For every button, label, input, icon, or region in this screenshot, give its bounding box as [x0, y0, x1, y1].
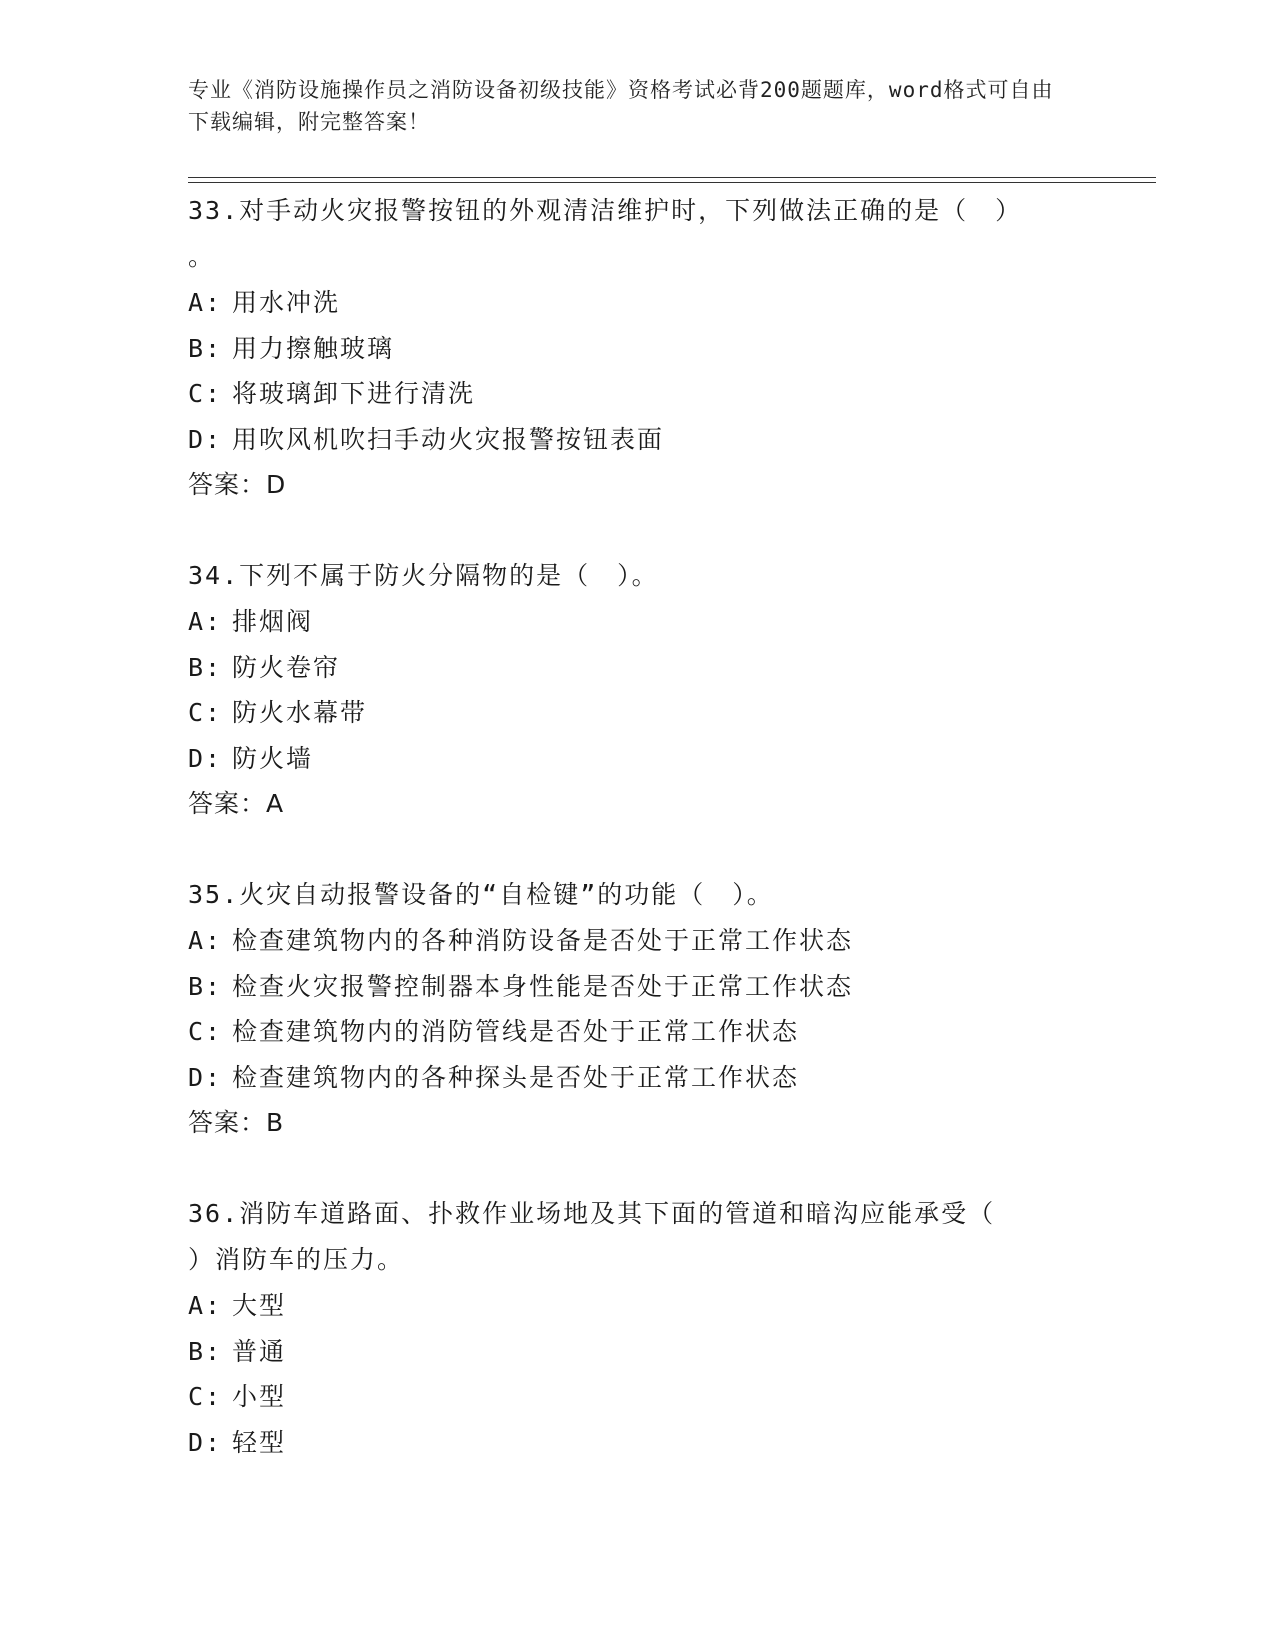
option-b [188, 964, 1088, 1010]
option-letter: C: [188, 698, 223, 727]
option-text: 检查建筑物内的消防管线是否处于正常工作状态 [232, 1017, 800, 1046]
question-35 [188, 872, 1088, 1146]
question-stem: 35.火灾自动报警设备的“自检键”的功能（ ）。 [188, 880, 774, 909]
question-stem: 34.下列不属于防火分隔物的是（ ）。 [188, 561, 659, 590]
question-stem: 33.对手动火灾报警按钮的外观清洁维护时，下列做法正确的是（ ） [188, 196, 1023, 225]
option-b [188, 645, 1088, 691]
option-text: 用力擦触玻璃 [232, 333, 395, 363]
option-d [188, 736, 1088, 782]
spacer [188, 827, 1088, 872]
question-34 [188, 553, 1088, 827]
option-text: 小型 [232, 1382, 287, 1411]
option-c [188, 1009, 1088, 1055]
option-text: 检查建筑物内的各种消防设备是否处于正常工作状态 [232, 926, 854, 955]
option-letter: D: [188, 743, 223, 773]
option-letter: A: [188, 1291, 223, 1320]
option-b [188, 326, 1088, 372]
header-text: 专业《消防设施操作员之消防设备初级技能》资格考试必背200题题库，word格式可自由下载编辑，附完整答案！ [188, 78, 1054, 134]
option-d [188, 1055, 1088, 1101]
option-letter: B: [188, 1336, 223, 1366]
header-divider-top [188, 177, 1156, 178]
option-c [188, 371, 1088, 417]
option-text: 检查建筑物内的各种探头是否处于正常工作状态 [232, 1062, 800, 1092]
option-c [188, 1374, 1088, 1420]
option-a [188, 599, 1088, 645]
option-a [188, 918, 1088, 964]
option-text: 用吹风机吹扫手动火灾报警按钮表面 [232, 424, 665, 454]
header-divider-bottom [188, 182, 1156, 183]
option-text: 排烟阀 [232, 607, 314, 636]
option-letter: D: [188, 1427, 223, 1457]
document-header [188, 74, 1068, 138]
option-letter: A: [188, 288, 223, 317]
option-text: 大型 [232, 1291, 287, 1320]
question-33 [188, 188, 1088, 508]
option-d [188, 417, 1088, 463]
option-b [188, 1329, 1088, 1375]
answer-line: 答案：A [188, 789, 285, 818]
answer-line: 答案：D [188, 470, 287, 499]
question-36 [188, 1191, 1088, 1465]
option-c [188, 690, 1088, 736]
option-text: 检查火灾报警控制器本身性能是否处于正常工作状态 [232, 971, 854, 1001]
option-letter: C: [188, 1017, 223, 1046]
option-letter: A: [188, 607, 223, 636]
option-letter: C: [188, 379, 223, 408]
option-text: 普通 [232, 1336, 287, 1366]
option-text: 将玻璃卸下进行清洗 [232, 379, 476, 408]
spacer [188, 1146, 1088, 1191]
option-letter: A: [188, 926, 223, 955]
option-letter: B: [188, 652, 223, 682]
option-text: 轻型 [232, 1427, 287, 1457]
spacer [188, 508, 1088, 553]
option-text: 防火水幕带 [232, 698, 368, 727]
option-letter: D: [188, 1062, 223, 1092]
option-text: 防火卷帘 [232, 652, 341, 682]
option-letter: D: [188, 424, 223, 454]
option-a [188, 1283, 1088, 1329]
question-stem-continuation: 。 [188, 242, 216, 271]
question-stem: 36.消防车道路面、扑救作业场地及其下面的管道和暗沟应能承受（ [188, 1199, 996, 1228]
option-a [188, 280, 1088, 326]
question-stem-continuation: ）消防车的压力。 [188, 1245, 405, 1274]
option-text: 防火墙 [232, 743, 314, 773]
option-d [188, 1420, 1088, 1466]
question-list [188, 188, 1088, 1465]
option-letter: B: [188, 333, 223, 363]
option-letter: B: [188, 971, 223, 1001]
answer-line: 答案：B [188, 1108, 285, 1137]
option-letter: C: [188, 1382, 223, 1411]
option-text: 用水冲洗 [232, 288, 341, 317]
